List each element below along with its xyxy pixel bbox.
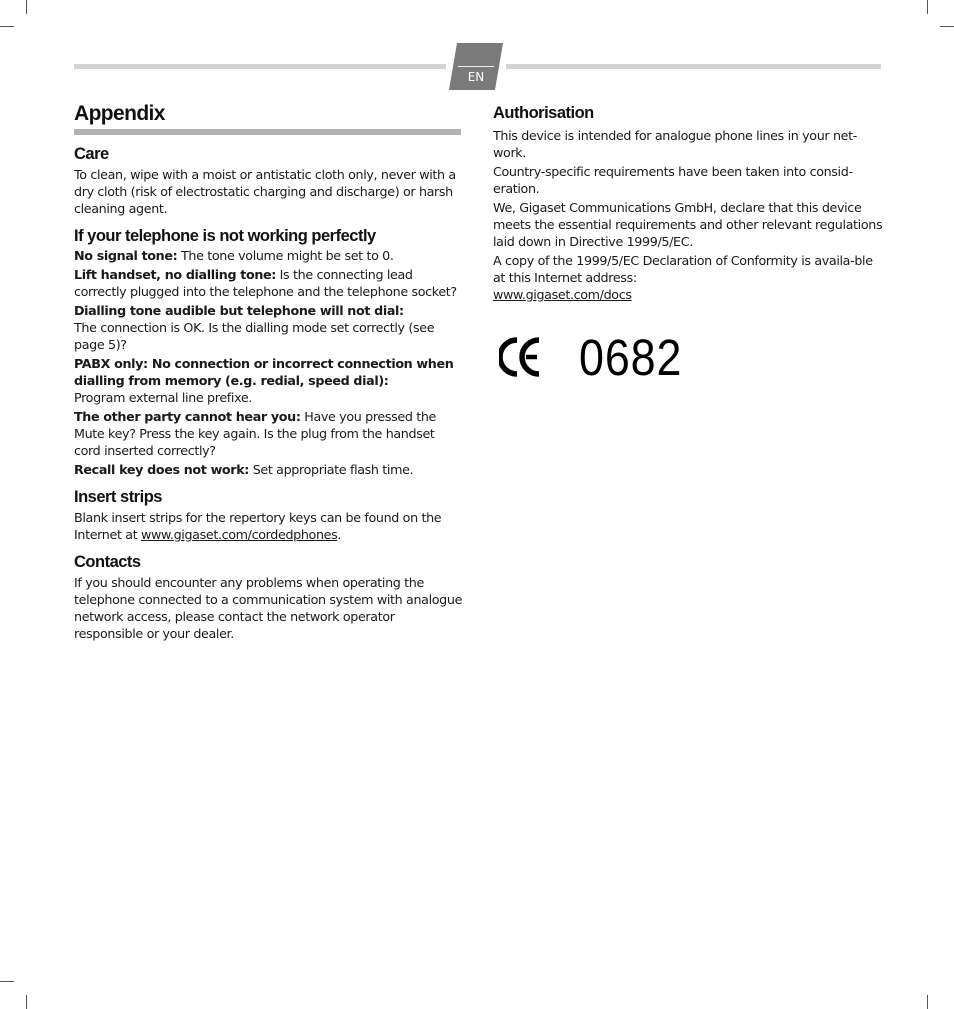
trouble-item-text: Program external line prefixe.	[74, 390, 252, 405]
troubleshooting-heading: If your telephone is not working perfectly	[74, 227, 376, 245]
language-label: EN	[467, 70, 485, 84]
crop-mark	[927, 995, 928, 1009]
trouble-item	[74, 408, 464, 459]
trouble-item-label: The other party cannot hear you:	[74, 409, 301, 424]
trouble-item-label: PABX only: No connection or incorrect connection when dialling from memory (e.g. redial, speed dial):	[74, 356, 454, 388]
trouble-item-label: Lift handset, no dialling tone:	[74, 267, 276, 282]
trouble-item	[74, 461, 464, 478]
care-text: To clean, wipe with a moist or antistatic cloth only, never with a dry cloth (risk of electrostatic charging and discharge) or harsh cleaning agent.	[74, 167, 456, 216]
insert-strips-text-start: Blank insert strips for the repertory keys can be found on the Internet at	[74, 510, 442, 542]
crop-mark	[0, 26, 14, 27]
trouble-item	[74, 266, 464, 300]
ce-mark-logo	[499, 337, 545, 377]
crop-mark	[940, 26, 954, 27]
crop-mark	[26, 0, 27, 14]
cordedphones-link[interactable]: www.gigaset.com/cordedphones	[141, 527, 338, 542]
ce-notified-body-number: 0682	[579, 329, 683, 386]
trouble-item-text: The tone volume might be set to 0.	[177, 248, 394, 263]
header-bar-right	[506, 64, 881, 69]
trouble-item	[74, 302, 464, 353]
authorisation-text: This device is intended for analogue phone lines in your net-work.	[493, 128, 857, 160]
trouble-item-text: Have you pressed the Mute key? Press the key again. Is the plug from the handset cord inserted correctly?	[74, 409, 436, 458]
authorisation-text: We, Gigaset Communications GmbH, declare that this device meets the essential requirements and other relevant regulations laid down in Directive 1999/5/EC.	[493, 200, 883, 249]
trouble-item	[74, 247, 464, 264]
left-column	[74, 102, 464, 642]
trouble-item	[74, 355, 464, 406]
trouble-item-label: No signal tone:	[74, 248, 178, 263]
trouble-item-label: Dialling tone audible but telephone will not dial:	[74, 303, 404, 318]
contacts-heading: Contacts	[74, 553, 141, 571]
trouble-item-text: Is the connecting lead correctly plugged into the telephone and the telephone socket?	[74, 267, 457, 299]
docs-link[interactable]: www.gigaset.com/docs	[493, 287, 632, 302]
authorisation-heading: Authorisation	[493, 104, 594, 122]
authorisation-text: A copy of the 1999/5/EC Declaration of Conformity is availa-ble at this Internet address:	[493, 253, 873, 285]
page-title: Appendix	[74, 102, 165, 125]
title-rule	[74, 129, 461, 135]
insert-strips-heading: Insert strips	[74, 488, 162, 506]
trouble-item-text: Set appropriate flash time.	[249, 462, 414, 477]
care-heading: Care	[74, 145, 109, 163]
language-tab-line	[458, 66, 494, 67]
header-bar-left	[74, 64, 446, 69]
crop-mark	[0, 981, 14, 982]
contacts-text: If you should encounter any problems when operating the telephone connected to a communication system with analogue network access, please contact the network operator responsible or your dealer.	[74, 575, 463, 641]
crop-mark	[26, 995, 27, 1009]
authorisation-text: Country-specific requirements have been taken into consid-eration.	[493, 164, 853, 196]
trouble-item-label: Recall key does not work:	[74, 462, 250, 477]
right-column	[493, 103, 883, 303]
trouble-item-text: The connection is OK. Is the dialling mode set correctly (see page 5)?	[74, 320, 435, 352]
insert-strips-text	[74, 509, 464, 543]
crop-mark	[927, 0, 928, 14]
insert-strips-text-end: .	[337, 527, 342, 542]
